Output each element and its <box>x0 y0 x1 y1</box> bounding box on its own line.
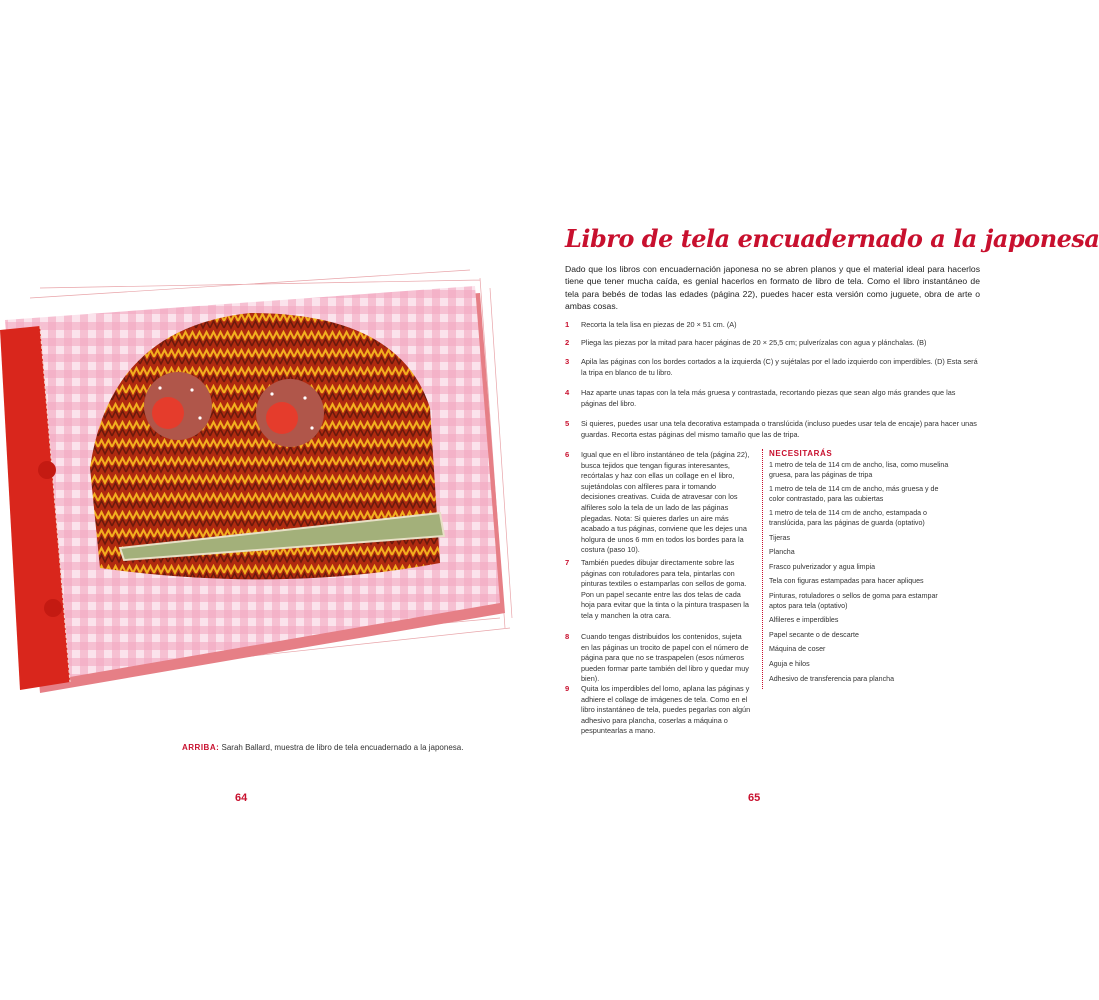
spine-button-top <box>38 461 56 479</box>
list-item: 1 metro de tela de 114 cm de ancho, lisa, como muselina gruesa, para las páginas de tripa <box>769 461 949 479</box>
caption-label: ARRIBA: <box>182 743 220 752</box>
photo-caption <box>182 743 463 752</box>
intro-paragraph: Dado que los libros con encuadernación japonesa no se abren planos y que el material ideal para hacerlos tiene que tener mucha caída, es genial hacerlos en formato de libro de tela. Como el libro instantáneo de tela para bebés de todas las edades (página 22), puedes hacer esta versión como juguete, obra de arte o ambas cosas. <box>565 264 980 312</box>
list-item: 1 metro de tela de 114 cm de ancho, más gruesa y de color contrastado, para las cubiertas <box>769 485 939 503</box>
list-item: Plancha <box>769 548 795 557</box>
page-number-right: 65 <box>748 792 761 804</box>
list-item: Máquina de coser <box>769 645 826 654</box>
page-title: Libro de tela encuadernado a la japonesa <box>565 224 1099 253</box>
list-item: 1 metro de tela de 114 cm de ancho, estampada o translúcida, para las páginas de guarda (optativo) <box>769 509 928 527</box>
list-item: Adhesivo de transferencia para plancha <box>769 674 895 683</box>
list-item: Tijeras <box>769 533 791 542</box>
spine-button-bottom <box>44 599 62 617</box>
page-number-left: 64 <box>235 792 248 804</box>
list-item: Aguja e hilos <box>769 659 810 668</box>
list-item: Alfileres e imperdibles <box>769 616 839 625</box>
list-item: Pinturas, rotuladores o sellos de goma para estampar aptos para tela (optativo) <box>769 591 938 610</box>
materials-box <box>762 449 949 689</box>
fabric-book-photo <box>0 258 520 738</box>
list-item: Tela con figuras estampadas para hacer apliques <box>769 577 924 586</box>
materials-heading: NECESITARÁS <box>769 449 833 458</box>
list-item: Frasco pulverizador y agua limpia <box>769 562 876 571</box>
book-spread: ARRIBA: Sarah Ballard, muestra de libro de tela encuadernado a la japonesa. 64 Libro de tela encuadernado a la japonesa Dado que los libros con encuadernación japonesa no se abren planos y que el material ideal para hacerlos tiene que tener mucha caída, es genial hacerlos en formato de libro de tela. Como el libro instantáneo de tela para bebés de todas las edades (página 22), puedes hacer esta versión como juguete, obra de arte o ambas cosas. 1 Recorta la tela lisa en piezas de 20 × 51 cm. (A) 2 Pliega las piezas por la mitad para hacer páginas de 20 × 25,5 cm; pulverízalas con agua y plánchalas. (B) 3 Apila las páginas con los bordes cortados a la izquierda (C) y sujétalas por el lado izquierdo con imperdibles. (D) Esta será la tripa en blanco de tu libro. 4 Haz aparte unas tapas con la tela más gruesa y contrastada, recortando piezas que sean algo más grandes que las páginas del libro. 5 Si quieres, puedes usar una tela decorativa estampada o translúcida (incluso puedes usar tela de encaje) para hacer unas guardas. Recorta estas páginas del mismo tamaño que las de tripa. 6 Igual que en el libro instantáneo de tela (página 22), busca tejidos que tengan figuras interesantes, recórtalas y haz con ellas un collage en el libro, sujetándolas con alfileres para ir tomando decisiones creativas. Cuida de atravesar con los alfileres solo la tela de un lado de las páginas plegadas. Nota: Si quieres darles un aire más acabado a tus páginas, conviene que les dejes una holgura de unos 6 mm en todos los bordes para la costura (paso 10). 7 También puedes dibujar directamente sobre las páginas con rotuladores para tela, pintarlas con pinturas textiles o estamparlas con sellos de goma. Pon un papel secante entre las dos telas de cada hoja para evitar que la tinta o la pintura traspasen la tela y manchen la otra cara. 8 Cuando tengas distribuidos los contenidos, sujeta en las páginas un trocito de papel con el número de página para que no se traspapelen (esos números pueden formar parte también del libro y quedar muy bien). 9 Quita los imperdibles del lomo, aplana las páginas y adhiere el collage de imágenes de tela. Como en el libro instantáneo de tela, puedes pegarlas con algún adhesivo para plancha, coserlas a máquina o pespuntearlas a mano. NECESITARÁS 1 metro de tela de 114 cm de ancho, lisa, como muselina gruesa, para las páginas de tripa 1 metro de tela de 114 cm de ancho, más gruesa y de color contrastado, para las cubiertas 1 metro de tela de 114 cm de ancho, estampada o translúcida, para las páginas de guarda (optativo) Tijeras Plancha Frasco pulverizador y agua limpia Tela con figuras estampadas para hacer apliques Pinturas, rotuladores o sellos de goma para estampar aptos para tela (optativo) Alfileres e imperdibles Papel secante o de descarte Máquina de coser Aguja e hilos Adhesivo de transferencia para plancha 65 <box>0 0 1000 1000</box>
list-item: Papel secante o de descarte <box>769 630 859 639</box>
caption-text: Sarah Ballard, muestra de libro de tela encuadernado a la japonesa. <box>221 743 464 752</box>
